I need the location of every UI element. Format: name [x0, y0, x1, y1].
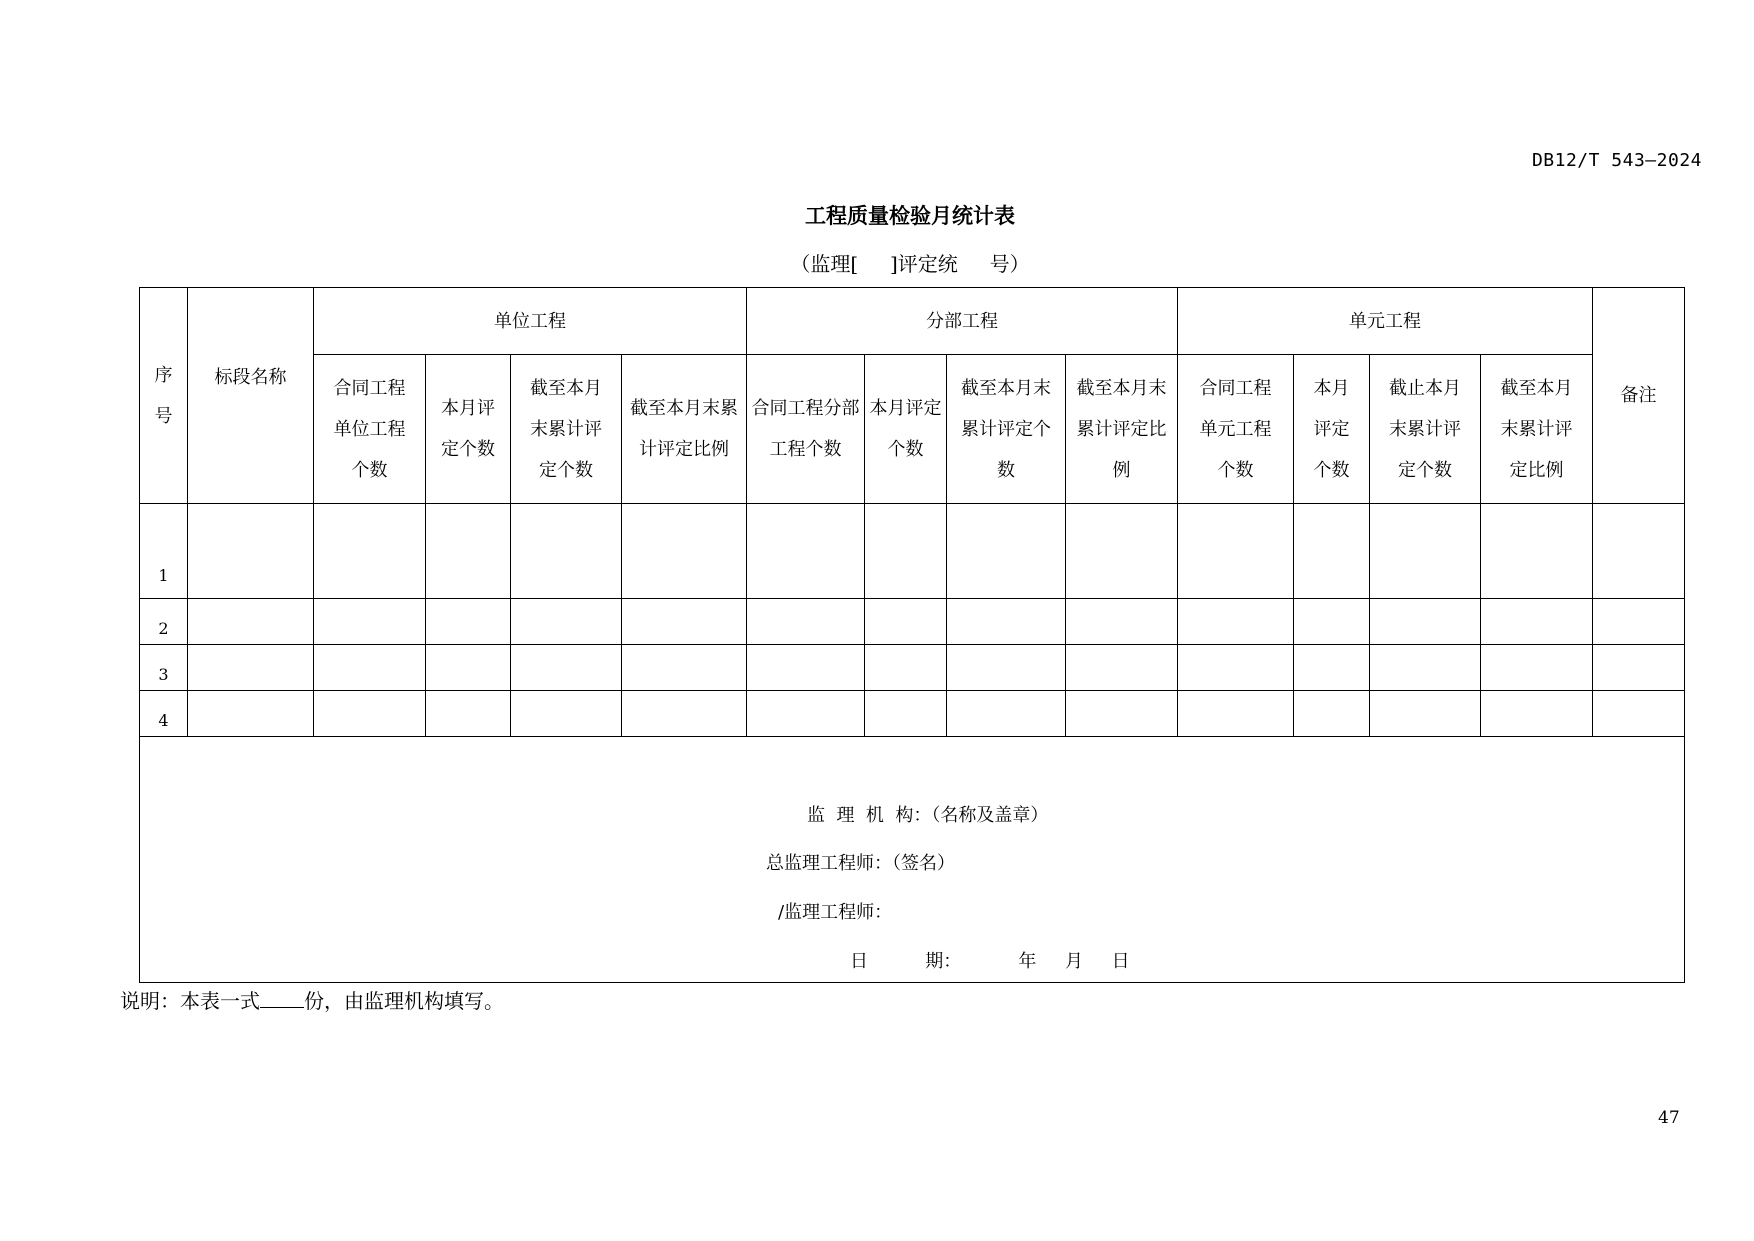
cell[interactable]	[188, 504, 314, 599]
cell[interactable]	[622, 504, 747, 599]
subheader-cell: 截至本月末累计评定个数	[511, 355, 622, 504]
header-seq: 序号	[140, 288, 188, 504]
cell[interactable]	[947, 504, 1066, 599]
cell[interactable]	[947, 691, 1066, 737]
cell[interactable]	[1066, 691, 1178, 737]
signature-block	[140, 737, 1685, 983]
row-number: 3	[140, 645, 188, 691]
statistics-table	[139, 287, 1685, 983]
cell[interactable]	[314, 645, 426, 691]
cell[interactable]	[1178, 645, 1294, 691]
cell[interactable]	[426, 691, 511, 737]
cell[interactable]	[1370, 599, 1481, 645]
note	[120, 985, 504, 1014]
subheader-cell: 合同工程分部工程个数	[747, 355, 865, 504]
cell[interactable]	[1593, 504, 1685, 599]
cell[interactable]	[622, 645, 747, 691]
cell[interactable]	[1370, 691, 1481, 737]
cell[interactable]	[188, 691, 314, 737]
header-group-element: 单元工程	[1178, 288, 1593, 355]
cell[interactable]	[865, 645, 947, 691]
cell[interactable]	[1481, 645, 1593, 691]
cell[interactable]	[947, 599, 1066, 645]
supervision-org-line: 监 理 机 构：（名称及盖章）	[807, 805, 1049, 826]
cell[interactable]	[1066, 599, 1178, 645]
note-suffix: 份，由监理机构填写。	[304, 989, 504, 1013]
cell[interactable]	[865, 599, 947, 645]
cell[interactable]	[1294, 645, 1370, 691]
cell[interactable]	[314, 599, 426, 645]
cell[interactable]	[947, 645, 1066, 691]
row-number: 1	[140, 504, 188, 599]
cell[interactable]	[426, 599, 511, 645]
header-group-unit: 单位工程	[314, 288, 747, 355]
cell[interactable]	[188, 645, 314, 691]
form-title: 工程质量检验月统计表	[805, 204, 1015, 228]
cell[interactable]	[865, 691, 947, 737]
subheader-cell: 合同工程单元工程个数	[1178, 355, 1294, 504]
cell[interactable]	[511, 599, 622, 645]
cell[interactable]	[1294, 599, 1370, 645]
cell[interactable]	[1066, 645, 1178, 691]
cell[interactable]	[188, 599, 314, 645]
page-number: 47	[1658, 1108, 1680, 1128]
cell[interactable]	[1481, 504, 1593, 599]
cell[interactable]	[1370, 645, 1481, 691]
table-row	[140, 599, 1685, 645]
cell[interactable]	[511, 691, 622, 737]
cell[interactable]	[747, 691, 865, 737]
subheader-cell: 本月评定个数	[1294, 355, 1370, 504]
row-number: 4	[140, 691, 188, 737]
cell[interactable]	[1481, 599, 1593, 645]
cell[interactable]	[511, 504, 622, 599]
cell[interactable]	[511, 645, 622, 691]
cell[interactable]	[1294, 691, 1370, 737]
subheader-cell: 本月评定个数	[865, 355, 947, 504]
table-row	[140, 691, 1685, 737]
header-remark: 备注	[1593, 288, 1685, 504]
cell[interactable]	[1178, 504, 1294, 599]
cell[interactable]	[747, 504, 865, 599]
cell[interactable]	[1481, 691, 1593, 737]
table-row	[140, 645, 1685, 691]
cell[interactable]	[865, 504, 947, 599]
row-number: 2	[140, 599, 188, 645]
subheader-cell: 截至本月末累计评定个数	[947, 355, 1066, 504]
header-row-subcols	[140, 355, 1685, 504]
cell[interactable]	[1294, 504, 1370, 599]
cell[interactable]	[1593, 599, 1685, 645]
cell[interactable]	[747, 599, 865, 645]
header-group-division: 分部工程	[747, 288, 1178, 355]
table-row	[140, 504, 1685, 599]
signature-row	[140, 737, 1685, 983]
cell[interactable]	[314, 691, 426, 737]
cell[interactable]	[1593, 645, 1685, 691]
copies-blank[interactable]	[260, 989, 304, 1008]
form-number: （监理[ ]评定统 号）	[790, 252, 1030, 276]
cell[interactable]	[1370, 504, 1481, 599]
subheader-cell: 本月评定个数	[426, 355, 511, 504]
chief-engineer-line: 总监理工程师：（签名）	[766, 853, 955, 874]
cell[interactable]	[622, 599, 747, 645]
subheader-cell: 截至本月末累计评定比例	[1481, 355, 1593, 504]
cell[interactable]	[426, 504, 511, 599]
note-prefix: 说明：本表一式	[120, 989, 260, 1013]
header-row-groups	[140, 288, 1685, 355]
cell[interactable]	[1066, 504, 1178, 599]
cell[interactable]	[747, 645, 865, 691]
subheader-cell: 截至本月末累计评定比例	[1066, 355, 1178, 504]
cell[interactable]	[314, 504, 426, 599]
date-line: 日 期： 年 月 日	[850, 951, 1130, 972]
cell[interactable]	[1593, 691, 1685, 737]
header-section-name: 标段名称	[188, 288, 314, 504]
cell[interactable]	[1178, 599, 1294, 645]
document-code: DB12/T 543—2024	[1531, 150, 1702, 171]
engineer-line: /监理工程师：	[778, 902, 893, 923]
cell[interactable]	[622, 691, 747, 737]
subheader-cell: 截至本月末累计评定比例	[622, 355, 747, 504]
subheader-cell: 合同工程单位工程个数	[314, 355, 426, 504]
subheader-cell: 截止本月末累计评定个数	[1370, 355, 1481, 504]
cell[interactable]	[426, 645, 511, 691]
cell[interactable]	[1178, 691, 1294, 737]
